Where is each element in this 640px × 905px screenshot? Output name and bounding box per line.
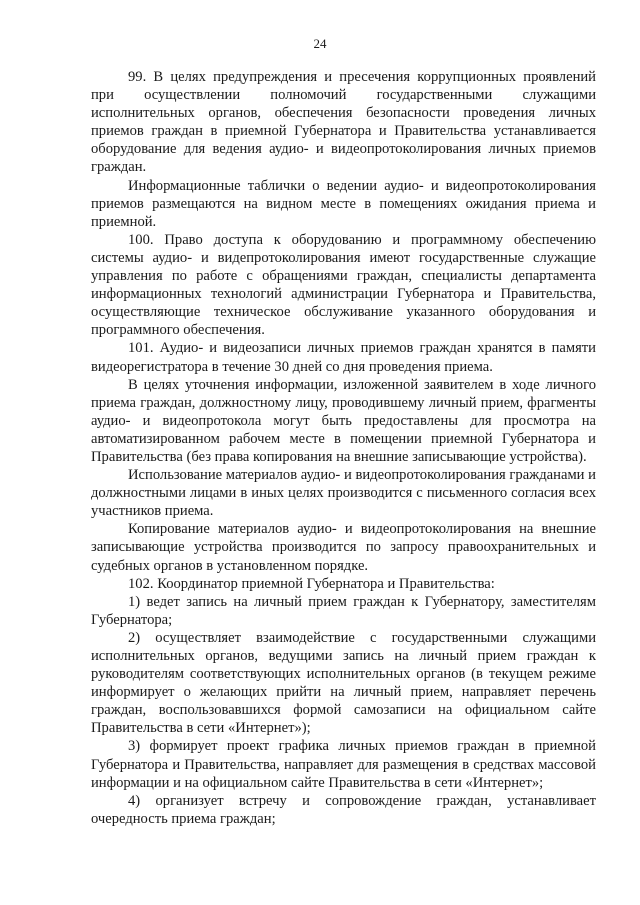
- list-item-2: 2) осуществляет взаимодействие с государственными служащими исполнительных органов, ведущими запись на личный прием граждан к руководителям соответствующих исполнительных органов (в текущем режиме информирует о желающих прийти на личный прием, направляет перечень граждан, воспользовавшихся формой самозаписи на официальном сайте Правительства в сети «Интернет»);: [91, 629, 596, 737]
- list-item-4: 4) организует встречу и сопровождение граждан, устанавливает очередность приема граждан;: [91, 792, 596, 827]
- paragraph-copying: Копирование материалов аудио- и видеопротоколирования на внешние записывающие устройства производится по запросу правоохранительных и судебных органов в установленном порядке.: [91, 521, 596, 574]
- list-item-3: 3) формирует проект графика личных приемов граждан в приемной Губернатора и Правительства, направляет для размещения в средствах массовой информации и на официальном сайте Правительства в сети «Интернет»;: [91, 738, 596, 791]
- page-number: 24: [313, 36, 327, 51]
- paragraph-102: 102. Координатор приемной Губернатора и Правительства:: [128, 575, 495, 592]
- paragraph-99: 99. В целях предупреждения и пресечения коррупционных проявлений при осуществлении полномочий государственными служащими исполнительных органов, обеспечения безопасности проведения личных приемов граждан в приемной Губернатора и Правительства устанавливается оборудование для ведения аудио- и видеопротоколирования личных приемов граждан.: [91, 69, 596, 176]
- paragraph-101: 101. Аудио- и видеозаписи личных приемов граждан хранятся в памяти видеорегистратора в течение 30 дней со дня проведения приема.: [91, 340, 596, 375]
- paragraph-clarification: В целях уточнения информации, изложенной заявителем в ходе личного приема граждан, должностному лицу, проводившему личный прием, фрагменты аудио- и видеопротокола могут быть предоставлены для просмотра на автоматизированном рабочем месте в помещении приемной Губернатора и Правительства (без права копирования на внешние записывающие устройства).: [91, 376, 596, 465]
- paragraph-100: 100. Право доступа к оборудованию и программному обеспечению системы аудио- и видепротоколирования имеют государственные служащие управления по работе с обращениями граждан, специалисты департамента информационных технологий администрации Губернатора и Правительства, осуществляющие техническое обслуживание указанного оборудования и программного обеспечения.: [91, 231, 596, 339]
- list-item-1: 1) ведет запись на личный прием граждан к Губернатору, заместителям Губернатора;: [91, 593, 596, 628]
- paragraph-info-tables: Информационные таблички о ведении аудио- и видеопротоколирования приемов размещаются на видном месте в помещениях ожидания приема и приемной.: [91, 177, 596, 230]
- paragraph-usage: Использование материалов аудио- и видеопротоколирования гражданами и должностными лицами в иных целях производится с письменного согласия всех участников приема.: [91, 467, 596, 520]
- document-body: [91, 68, 596, 828]
